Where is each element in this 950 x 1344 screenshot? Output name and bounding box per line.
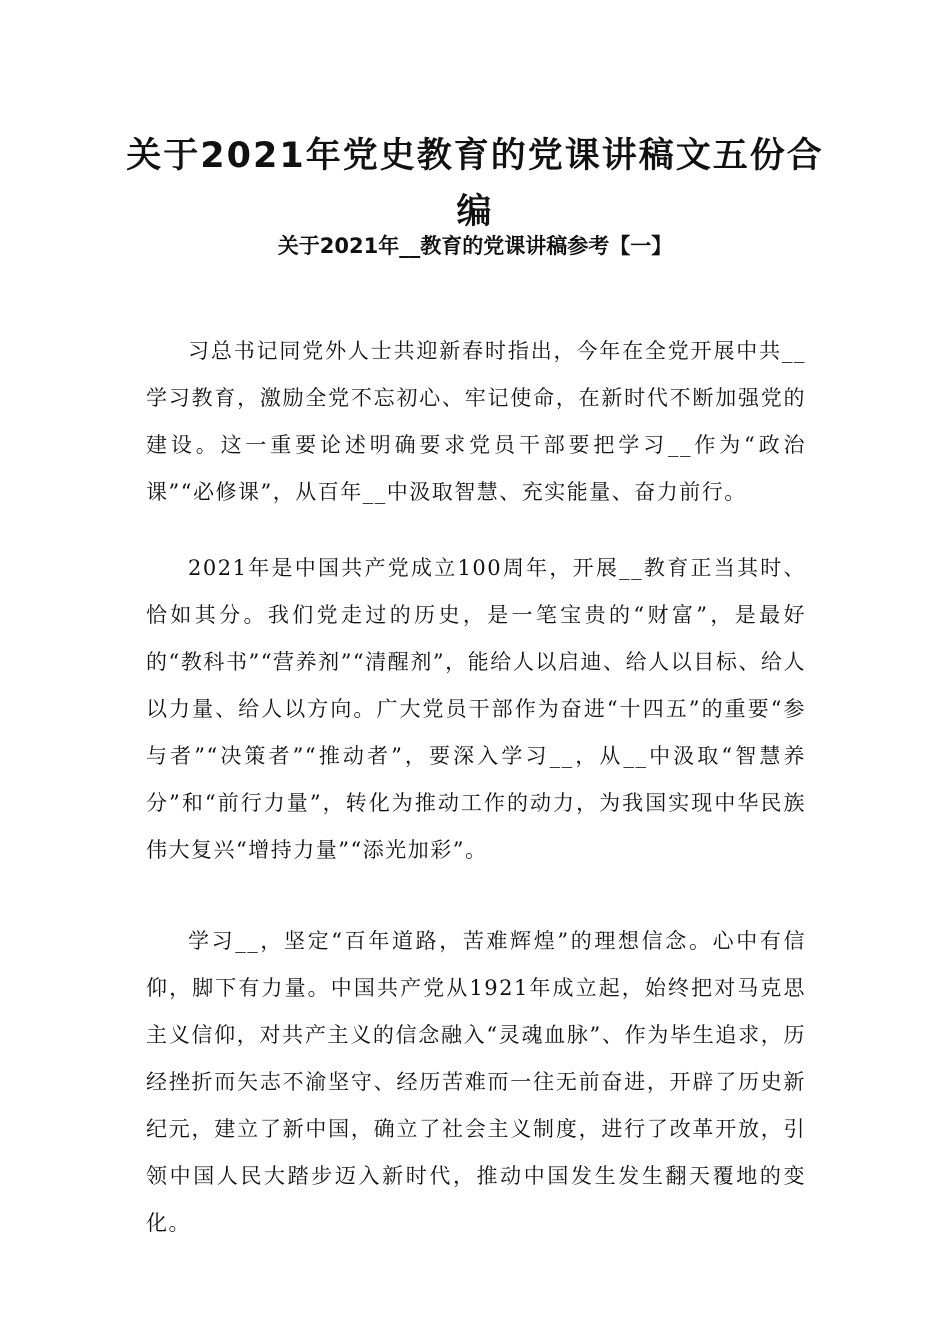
body-paragraph-3: 学习__，坚定“百年道路，苦难辉煌”的理想信念。心中有信仰，脚下有力量。中国共产党从1921年成立起，始终把对马克思主义信仰，对共产主义的信念融入“灵魂血脉”、作为毕生追求，历经挫折而矢志不渝坚守、经历苦难而一往无前奋进，开辟了历史新纪元，建立了新中国，确立了社会主义制度，进行了改革开放，引领中国人民大踏步迈入新时代，推动中国发生发生翻天覆地的变化。	[146, 929, 806, 1235]
document-title: 关于2021年党史教育的党课讲稿文五份合编	[126, 136, 824, 232]
body-paragraph-1: 习总书记同党外人士共迎新春时指出，今年在全党开展中共__学习教育，激励全党不忘初心、牢记使命，在新时代不断加强党的建设。这一重要论述明确要求党员干部要把学习__作为“政治课”“必修课”，从百年__中汲取智慧、充实能量、奋力前行。	[146, 339, 806, 504]
section-subtitle: 关于2021年__教育的党课讲稿参考【一】	[277, 234, 673, 258]
body-paragraph-2: 2021年是中国共产党成立100周年，开展__教育正当其时、恰如其分。我们党走过的历史，是一笔宝贵的“财富”，是最好的“教科书”“营养剂”“清醒剂”，能给人以启迪、给人以目标、给人以力量、给人以方向。广大党员干部作为奋进“十四五”的重要“参与者”“决策者”“推动者”，要深入学习__，从__中汲取“智慧养分”和“前行力量”，转化为推动工作的动力，为我国实现中华民族伟大复兴“增持力量”“添光加彩”。	[146, 556, 806, 862]
